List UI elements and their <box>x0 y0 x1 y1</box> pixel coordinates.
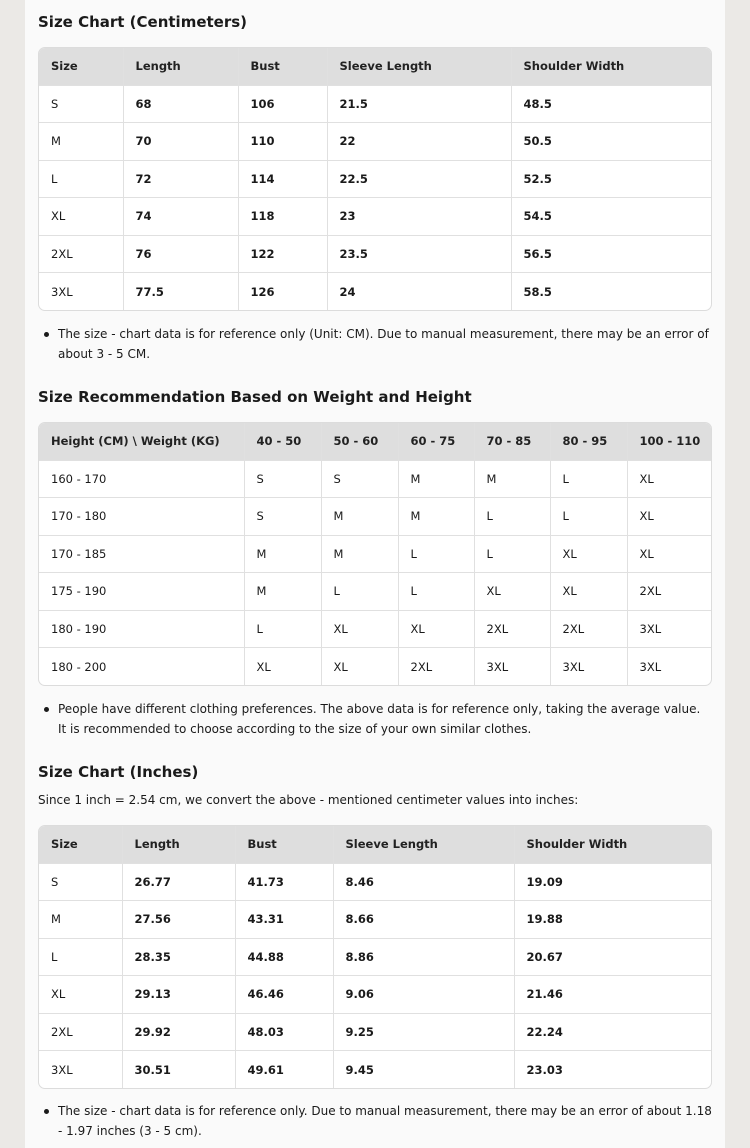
cell-size: L <box>474 498 550 536</box>
inch-note-list <box>38 1101 712 1141</box>
cell-size: M <box>398 460 474 498</box>
cell-size: L <box>39 938 122 976</box>
cell-size: 2XL <box>474 610 550 648</box>
table-row <box>39 610 712 648</box>
cell-size: M <box>398 498 474 536</box>
header-weight-range: 100 - 110 <box>627 423 712 460</box>
cell-bust: 41.73 <box>235 863 333 901</box>
cell-sleeve-length: 21.5 <box>327 85 511 123</box>
cell-length: 77.5 <box>123 273 238 311</box>
cell-shoulder-width: 56.5 <box>511 235 712 273</box>
cell-size: 3XL <box>39 273 123 311</box>
cell-size: 3XL <box>627 610 712 648</box>
recommendation-table <box>38 422 712 686</box>
header-sleeve-length: Sleeve Length <box>333 826 514 863</box>
cell-shoulder-width: 22.24 <box>514 1013 712 1051</box>
header-length: Length <box>122 826 235 863</box>
table-row <box>39 123 712 161</box>
cell-size: 3XL <box>474 648 550 686</box>
cell-length: 68 <box>123 85 238 123</box>
recommendation-note: People have different clothing preferences. The above data is for reference only, taking the average value. It is recommended to choose according to the size of your own similar clothes. <box>58 699 712 739</box>
cell-size: XL <box>39 976 122 1014</box>
cell-size: 2XL <box>39 1013 122 1051</box>
cell-shoulder-width: 52.5 <box>511 160 712 198</box>
cell-size: 2XL <box>550 610 627 648</box>
table-row <box>39 498 712 536</box>
cell-shoulder-width: 21.46 <box>514 976 712 1014</box>
cell-sleeve-length: 22.5 <box>327 160 511 198</box>
cell-sleeve-length: 22 <box>327 123 511 161</box>
table-row <box>39 198 712 236</box>
cell-size: XL <box>321 648 398 686</box>
header-size: Size <box>39 826 122 863</box>
table-row <box>39 273 712 311</box>
cell-size: XL <box>39 198 123 236</box>
cell-sleeve-length: 9.25 <box>333 1013 514 1051</box>
cell-bust: 122 <box>238 235 327 273</box>
cell-shoulder-width: 50.5 <box>511 123 712 161</box>
cell-size: M <box>474 460 550 498</box>
cell-size: XL <box>627 498 712 536</box>
header-weight-range: 80 - 95 <box>550 423 627 460</box>
cell-shoulder-width: 48.5 <box>511 85 712 123</box>
cell-shoulder-width: 54.5 <box>511 198 712 236</box>
header-bust: Bust <box>238 48 327 85</box>
table-header-row <box>39 48 712 85</box>
cell-sleeve-length: 23 <box>327 198 511 236</box>
cm-note: The size - chart data is for reference only (Unit: CM). Due to manual measurement, there may be an error of about 3 - 5 CM. <box>58 324 712 364</box>
cell-sleeve-length: 9.06 <box>333 976 514 1014</box>
header-shoulder-width: Shoulder Width <box>514 826 712 863</box>
cell-size: XL <box>627 460 712 498</box>
cm-note-list <box>38 324 712 364</box>
cell-bust: 106 <box>238 85 327 123</box>
cell-size: M <box>244 573 321 611</box>
cell-size: M <box>321 535 398 573</box>
cell-size: S <box>244 498 321 536</box>
cell-bust: 46.46 <box>235 976 333 1014</box>
cell-sleeve-length: 8.86 <box>333 938 514 976</box>
cell-length: 27.56 <box>122 901 235 939</box>
cell-size: L <box>550 498 627 536</box>
cell-shoulder-width: 58.5 <box>523 284 552 299</box>
table-row <box>39 1051 712 1089</box>
cell-size: L <box>398 535 474 573</box>
table-row <box>39 938 712 976</box>
cell-shoulder-width: 19.88 <box>514 901 712 939</box>
cell-size: XL <box>244 648 321 686</box>
cell-bust: 114 <box>238 160 327 198</box>
header-sleeve-length: Sleeve Length <box>327 48 511 85</box>
cell-height-range: 175 - 190 <box>39 573 244 611</box>
recommendation-note-list <box>38 699 712 739</box>
cell-bust: 49.61 <box>235 1051 333 1089</box>
cell-bust: 43.31 <box>235 901 333 939</box>
cell-size: XL <box>321 610 398 648</box>
cell-length: 29.13 <box>122 976 235 1014</box>
recommendation-title: Size Recommendation Based on Weight and Height <box>38 388 472 406</box>
cell-bust: 48.03 <box>235 1013 333 1051</box>
cell-size: XL <box>474 573 550 611</box>
table-row <box>39 648 712 686</box>
table-row <box>39 160 712 198</box>
cell-shoulder-width: 19.09 <box>514 863 712 901</box>
cell-length: 26.77 <box>122 863 235 901</box>
inch-size-table <box>38 825 712 1089</box>
cell-bust: 44.88 <box>235 938 333 976</box>
cell-size: 3XL <box>550 648 627 686</box>
table-row <box>39 976 712 1014</box>
header-height-weight: Height (CM) \ Weight (KG) <box>39 423 244 460</box>
cell-size: L <box>550 460 627 498</box>
cm-size-table <box>38 47 712 311</box>
cell-length: 29.92 <box>122 1013 235 1051</box>
cell-size: XL <box>550 535 627 573</box>
table-row <box>39 460 712 498</box>
inch-chart-title: Size Chart (Inches) <box>38 763 199 781</box>
inch-intro-text: Since 1 inch = 2.54 cm, we convert the above - mentioned centimeter values into inches: <box>38 793 579 807</box>
cell-length: 28.35 <box>122 938 235 976</box>
table-row <box>39 1013 712 1051</box>
table-header-row <box>39 826 712 863</box>
cell-height-range: 180 - 190 <box>39 610 244 648</box>
header-weight-range: 40 - 50 <box>244 423 321 460</box>
inch-table-body <box>39 863 712 1088</box>
cell-size: M <box>321 498 398 536</box>
table-row <box>39 85 712 123</box>
table-header-row <box>39 423 712 460</box>
header-bust: Bust <box>235 826 333 863</box>
cell-sleeve-length: 9.45 <box>333 1051 514 1089</box>
cell-height-range: 170 - 180 <box>39 498 244 536</box>
recommendation-table-body <box>39 460 712 685</box>
cell-size: S <box>39 863 122 901</box>
cell-length: 74 <box>123 198 238 236</box>
cell-size: S <box>321 460 398 498</box>
cm-chart-title: Size Chart (Centimeters) <box>38 13 248 31</box>
cell-size: M <box>39 123 123 161</box>
cell-size: M <box>244 535 321 573</box>
cell-size: XL <box>398 610 474 648</box>
header-weight-range: 70 - 85 <box>474 423 550 460</box>
cm-table-body <box>39 85 712 310</box>
cell-size: L <box>398 573 474 611</box>
header-shoulder-width: Shoulder Width <box>511 48 712 85</box>
cell-size: 2XL <box>39 235 123 273</box>
header-weight-range: 50 - 60 <box>321 423 398 460</box>
cell-shoulder-width: 23.03 <box>526 1062 563 1077</box>
cell-sleeve-length: 8.66 <box>333 901 514 939</box>
cell-size: M <box>39 901 122 939</box>
cell-length: 72 <box>123 160 238 198</box>
cell-size: L <box>244 610 321 648</box>
cell-size: L <box>321 573 398 611</box>
cell-bust: 118 <box>238 198 327 236</box>
cell-sleeve-length: 8.46 <box>333 863 514 901</box>
cell-height-range: 180 - 200 <box>39 648 244 686</box>
cell-size: 2XL <box>627 573 712 611</box>
page <box>25 0 725 1148</box>
cell-length: 70 <box>123 123 238 161</box>
cell-shoulder-width: 20.67 <box>514 938 712 976</box>
cell-size: S <box>39 85 123 123</box>
cell-size: 3XL <box>639 659 662 674</box>
table-row <box>39 901 712 939</box>
cell-bust: 110 <box>238 123 327 161</box>
header-weight-range: 60 - 75 <box>398 423 474 460</box>
cell-size: XL <box>627 535 712 573</box>
table-row <box>39 863 712 901</box>
cell-size: L <box>39 160 123 198</box>
table-row <box>39 235 712 273</box>
header-length: Length <box>123 48 238 85</box>
cell-height-range: 160 - 170 <box>39 460 244 498</box>
cell-height-range: 170 - 185 <box>39 535 244 573</box>
cell-bust: 126 <box>238 273 327 311</box>
cell-sleeve-length: 24 <box>327 273 511 311</box>
cell-length: 30.51 <box>122 1051 235 1089</box>
cell-length: 76 <box>123 235 238 273</box>
cell-size: S <box>244 460 321 498</box>
inch-note: The size - chart data is for reference only. Due to manual measurement, there may be an error of about 1.18 - 1.97 inches (3 - 5 cm). <box>58 1101 712 1141</box>
cell-size: XL <box>550 573 627 611</box>
cell-sleeve-length: 23.5 <box>327 235 511 273</box>
header-size: Size <box>39 48 123 85</box>
cell-size: 3XL <box>39 1051 122 1089</box>
cell-size: L <box>474 535 550 573</box>
table-row <box>39 573 712 611</box>
cell-size: 2XL <box>398 648 474 686</box>
table-row <box>39 535 712 573</box>
